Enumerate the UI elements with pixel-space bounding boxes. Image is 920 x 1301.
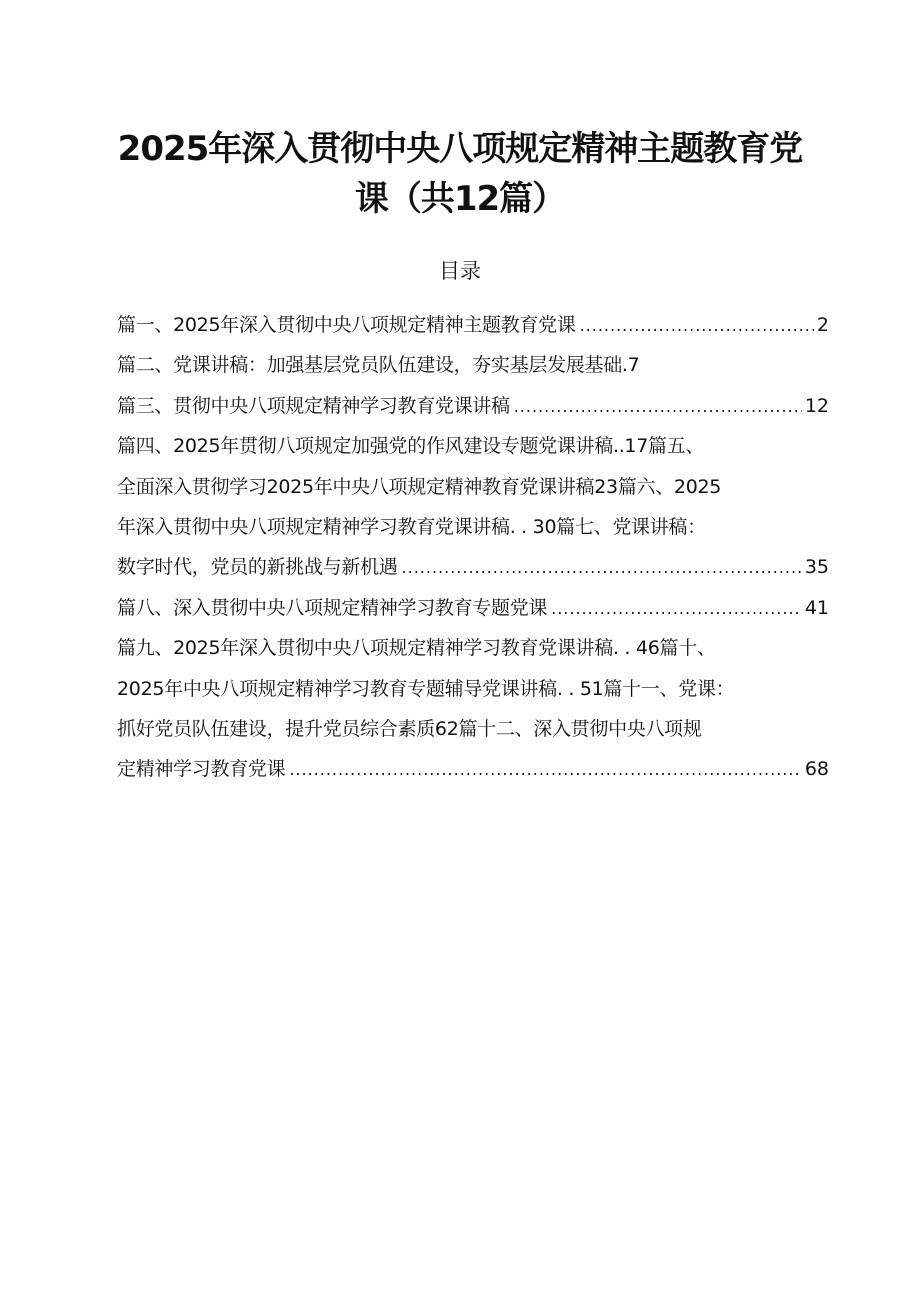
toc-run-on-line[interactable] bbox=[117, 709, 829, 749]
toc-entry[interactable] bbox=[117, 386, 829, 426]
toc-entry[interactable] bbox=[117, 305, 829, 345]
toc-entry[interactable] bbox=[117, 547, 829, 587]
toc-run-on-line[interactable] bbox=[117, 669, 829, 709]
toc-page-number: 35 bbox=[804, 556, 829, 579]
toc-entry-title: 篇二、党课讲稿：加强基层党员队伍建设，夯实基层发展基础.7 bbox=[117, 354, 640, 377]
toc-run-on-line[interactable] bbox=[117, 426, 829, 466]
toc-line-text: 抓好党员队伍建设，提升党员综合素质62篇十二、深入贯彻中央八项规 bbox=[117, 717, 702, 740]
dot-leader bbox=[580, 306, 814, 345]
title-line-2: 课（共12篇） bbox=[354, 179, 566, 219]
toc-line-text: 2025年中央八项规定精神学习教育专题辅导党课讲稿. . 51篇十一、党课： bbox=[117, 677, 735, 700]
toc-page-number: 41 bbox=[804, 596, 829, 619]
toc-line-text: 年深入贯彻中央八项规定精神学习教育党课讲稿. . 30篇七、党课讲稿： bbox=[117, 515, 706, 538]
toc-run-on-line[interactable] bbox=[117, 628, 829, 668]
dot-leader bbox=[289, 750, 802, 789]
dot-leader bbox=[551, 589, 802, 628]
toc-page-number: 68 bbox=[804, 758, 829, 781]
document-title bbox=[110, 124, 810, 224]
toc-entry[interactable] bbox=[117, 749, 829, 789]
toc-entry-title: 数字时代，党员的新挑战与新机遇 bbox=[117, 556, 398, 579]
toc-entry-title: 篇八、深入贯彻中央八项规定精神学习教育专题党课 bbox=[117, 596, 548, 619]
toc-entry-title: 篇三、贯彻中央八项规定精神学习教育党课讲稿 bbox=[117, 394, 510, 417]
title-line-1: 2025年深入贯彻中央八项规定精神主题教育党 bbox=[117, 129, 803, 169]
dot-leader bbox=[402, 548, 802, 587]
table-of-contents bbox=[117, 305, 829, 790]
toc-line-text: 篇四、2025年贯彻八项规定加强党的作风建设专题党课讲稿..17篇五、 bbox=[117, 435, 705, 458]
toc-entry[interactable] bbox=[117, 588, 829, 628]
toc-heading: 目录 bbox=[439, 259, 481, 283]
toc-run-on-line[interactable] bbox=[117, 507, 829, 547]
toc-entry[interactable] bbox=[117, 345, 829, 385]
toc-line-text: 篇九、2025年深入贯彻中央八项规定精神学习教育党课讲稿. . 46篇十、 bbox=[117, 637, 716, 660]
toc-entry-title: 定精神学习教育党课 bbox=[117, 758, 286, 781]
toc-entry-title: 篇一、2025年深入贯彻中央八项规定精神主题教育党课 bbox=[117, 314, 576, 336]
dot-leader bbox=[514, 387, 802, 426]
toc-page-number: 12 bbox=[804, 394, 829, 417]
toc-run-on-line[interactable] bbox=[117, 467, 829, 507]
toc-page-number: 2 bbox=[816, 314, 829, 336]
toc-line-text: 全面深入贯彻学习2025年中央八项规定精神教育党课讲稿23篇六、2025 bbox=[117, 475, 722, 498]
